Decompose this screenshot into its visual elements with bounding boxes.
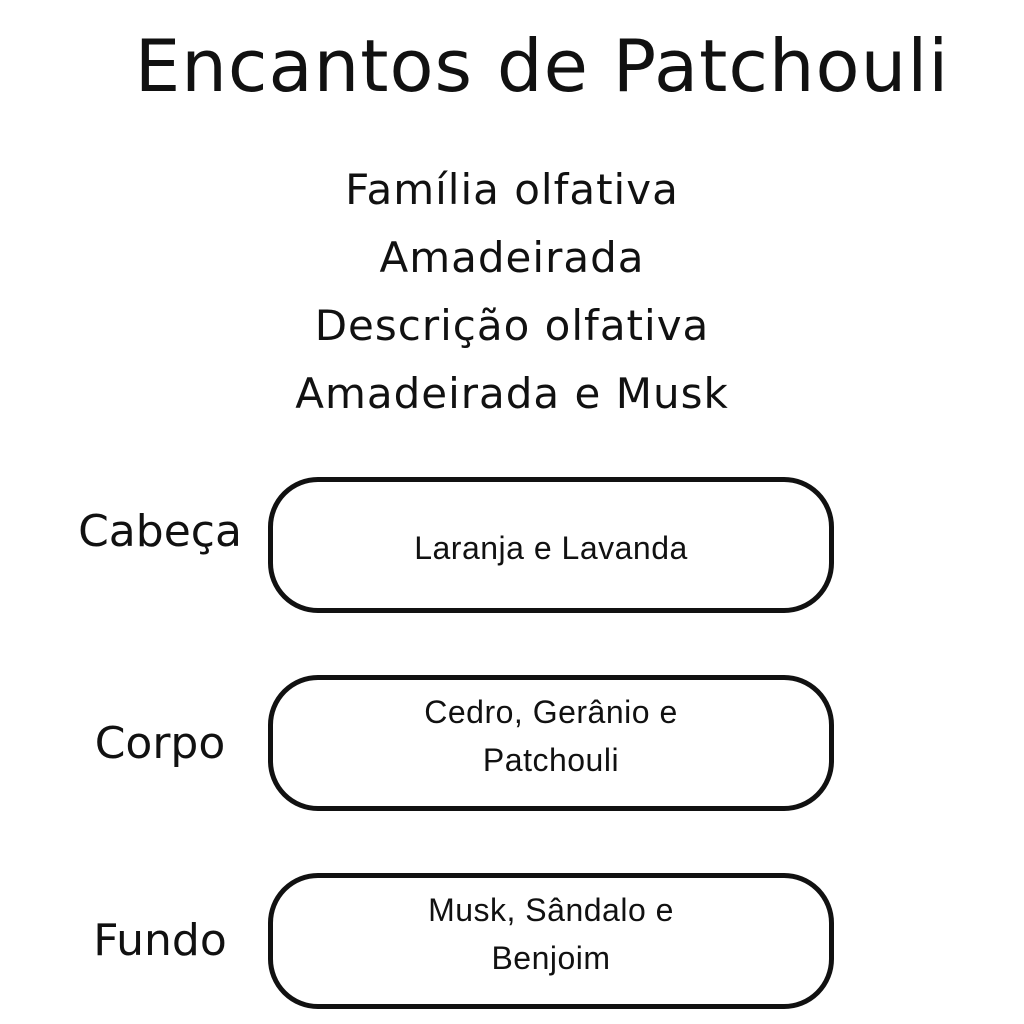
note-box-base [268, 873, 834, 1009]
note-value-head: Laranja e Lavanda [414, 530, 688, 566]
olfactory-description-label: Descrição olfativa [314, 301, 710, 350]
note-value-heart: Cedro, Gerânio e Patchouli [424, 694, 678, 778]
olfactory-family-label: Família olfativa [345, 165, 679, 214]
note-value-base: Musk, Sândalo e Benjoim [428, 892, 674, 976]
olfactory-description-value: Amadeirada e Musk [295, 369, 729, 418]
note-box-heart [268, 675, 834, 811]
page-title: Encantos de Patchouli [134, 24, 950, 108]
note-label-base: Fundo [93, 915, 227, 966]
note-box-head [268, 477, 834, 613]
olfactory-family-value: Amadeirada [379, 233, 645, 282]
note-label-head: Cabeça [78, 506, 242, 557]
note-label-heart: Corpo [94, 718, 226, 769]
